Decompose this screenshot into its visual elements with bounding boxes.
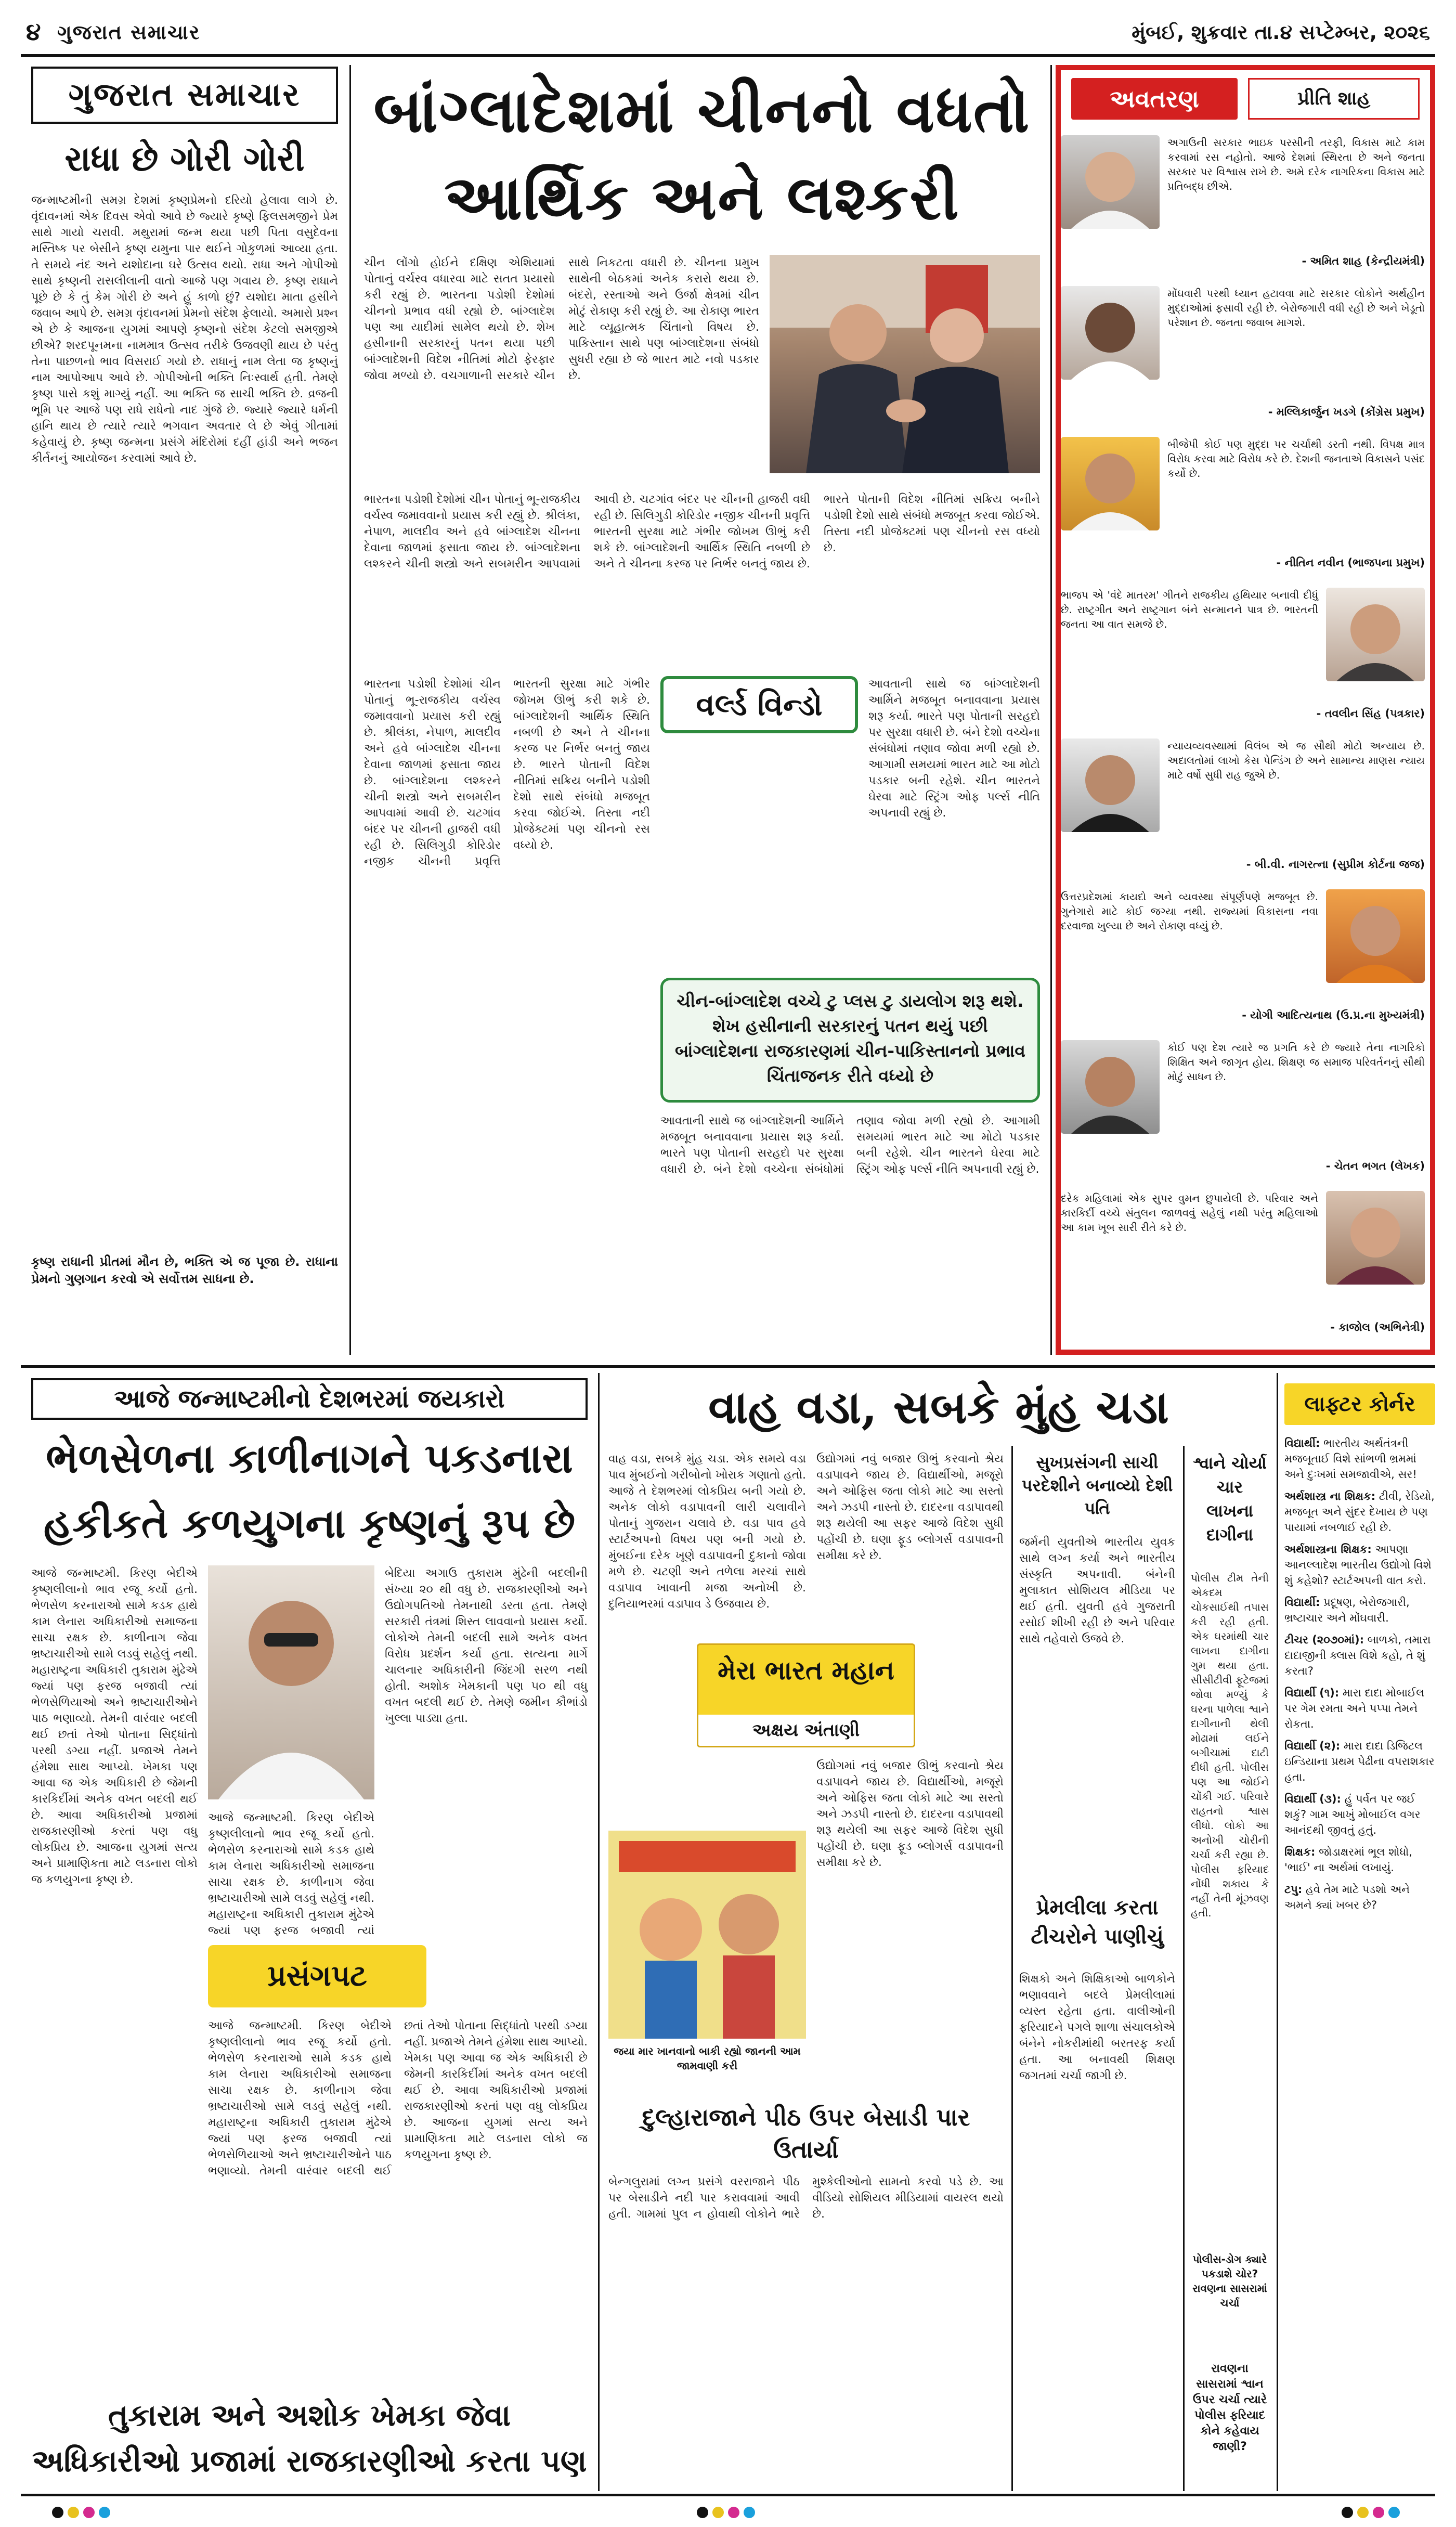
quote-5: ન્યાયવ્યવસ્થામાં વિલંબ એ જ સૌથી મોટો અન્યાય છે. અદાલતોમાં લાખો કેસ પેન્ડિંગ છે અને સામાન્ય માણસ ન્યાય માટે વર્ષો સુધી રાહ જુએ છે. - બી.વી. નાગરત્ના (સુપ્રીમ કોર્ટના જજ) [1061,738,1425,879]
section4-footer: રાવણના સાસરામાં શ્વાન ઉપર ચર્ચા ત્યારે પોલીસ ફરિયાદ કોને કહેવાય જાણી? [1192,2362,1267,2453]
reg-dot [728,2507,739,2518]
avataran-author: પ્રીતિ શાહ [1248,78,1420,120]
reg-dot [744,2507,755,2518]
quote-3: બીજેપી કોઈ પણ મુદ્દા પર ચર્ચાથી ડરતી નથી. વિપક્ષ માત્ર વિરોધ કરવા માટે વિરોધ કરે છે. દેશની જનતાએ વિકાસને પસંદ કર્યો છે. - નીતિન નવીન (ભાજપના પ્રમુખ) [1061,437,1425,577]
col1-title: રાધા છે ગોરી ગોરી [64,138,305,179]
reg-dot [697,2507,708,2518]
laughter-jokes [1284,1435,1435,2486]
reg-dot [1373,2507,1384,2518]
reg-dot [1342,2507,1353,2518]
reg-dot [1388,2507,1400,2518]
lead-headline: બાંગ્લાદેશમાં ચીનનો વધતો આર્થિક અને લશ્કરી [373,74,1031,234]
reg-dot [52,2507,63,2518]
lead-body-c1: ભારતના પડોશી દેશોમાં ચીન પોતાનું ભૂ-રાજકીય વર્ચસ્વ જમાવવાનો પ્રયાસ કરી રહ્યું છે. શ્રીલંકા, નેપાળ, માલદીવ અને હવે બાંગ્લાદેશ ચીનના દેવાના જાળમાં ફસાતા જાય છે. બાંગ્લાદેશના લશ્કરને ચીની શસ્ત્રો અને સબમરીન આપવામાં આવી છે. ચટગાંવ બંદર પર ચીનની હાજરી વધી રહી છે. સિલિગુડી કોરિડોર નજીક ચીનની પ્રવૃત્તિ ભારતની સુરક્ષા માટે ગંભીર જોખમ ઊભું કરી શકે છે. બાંગ્લાદેશની આર્થિક સ્થિતિ નબળી છે અને તે ચીનના કરજ પર નિર્ભર બનતું જાય છે. ભારતે પોતાની વિદેશ નીતિમાં સક્રિય બનીને પડોશી દેશો સાથે સંબંધો મજબૂત કરવા જોઈએ. તિસ્તા નદી પ્રોજેક્ટમાં પણ ચીનનો રસ વધ્યો છે. [364,678,650,868]
bottom-rule [21,2494,1435,2496]
joke: વિદ્યાર્થી (૨): મારા દાદા ડિજિટલ ઇન્ડિયાના પ્રથમ પેઢીના વપરાશકાર હતા. [1284,1740,1435,1783]
avatar [1061,1040,1160,1134]
date-line: મુંબઈ, શુક્રવાર તા.૪ સપ્ટેમ્બર, ૨૦૨૬ [1132,21,1430,44]
lead-body-a: ચીન લોંગો હોઈને દક્ષિણ એશિયામાં પોતાનું વર્ચસ્વ વધારવા માટે સતત પ્રયાસો કરી રહ્યું છે. ભારતના પડોશી દેશોમાં ચીનનો પ્રભાવ વધી રહ્યો છે. બાંગ્લાદેશ પણ આ યાદીમાં સામેલ થયો છે. શેખ હસીનાની સરકારનું પતન થયા પછી બાંગ્લાદેશની વિદેશ નીતિમાં મોટો ફેરફાર જોવા મળ્યો છે. વચગાળાની સરકારે ચીન સાથે નિકટતા વધારી છે. ચીનના પ્રમુખ સાથેની બેઠકમાં અનેક કરારો થયા છે. બંદરો, રસ્તાઓ અને ઉર્જા ક્ષેત્રમાં ચીન મોટું રોકાણ કરી રહ્યું છે. આ રોકાણ ભારત માટે વ્યૂહાત્મક ચિંતાનો વિષય છે. પાકિસ્તાન સાથે પણ બાંગ્લાદેશના સંબંધો સુધરી રહ્યા છે જે ભારત માટે નવો પડકાર છે. [364,256,759,382]
section2-body-3: આજે જન્માષ્ટમી. કિરણ બેદીએ કૃષ્ણલીલાનો ભાવ રજૂ કર્યો હતો. ભેળસેળ કરનારાઓ સામે કડક હાથે કામ લેનારા અધિકારીઓ સમાજના સાચા રક્ષક છે. કાળીનાગ જેવા ભ્રષ્ટાચારીઓ સામે લડવું સહેલું નથી. મહારાષ્ટ્રના અધિકારી તુકારામ મુંઢેએ જ્યાં પણ ફરજ બજાવી ત્યાં [208,1811,374,1937]
section2-footer: તુકારામ અને અશોક ખેમકા જેવા અધિકારીઓ પ્રજામાં રાજકારણીઓ કરતા પણ [32,2398,587,2479]
leaders-handshake-photo [770,255,1040,473]
masthead-rule [21,54,1435,57]
avatar [1326,889,1425,983]
section2-body: આજે જન્માષ્ટમી. કિરણ બેદીએ કૃષ્ણલીલાનો ભાવ રજૂ કર્યો હતો. ભેળસેળ કરનારાઓ સામે કડક હાથે કામ લેનારા અધિકારીઓ સમાજના સાચા રક્ષક છે. કાળીનાગ જેવા ભ્રષ્ટાચારીઓ સામે લડવું સહેલું નથી. મહારાષ્ટ્રના અધિકારી તુકારામ મુંઢેએ જ્યાં પણ ફરજ બજાવી ત્યાં ભેળસેળિયાઓ અને ભ્રષ્ટાચારીઓને પાઠ ભણાવ્યો. તેમની વારંવાર બદલી થઈ છતાં તેઓ પોતાના સિદ્ધાંતો પરથી ડગ્યા નહીં. પ્રજાએ તેમને હંમેશા સાથ આપ્યો. ખેમકા પણ આવા જ એક અધિકારી છે જેમની કારકિર્દીમાં અનેક વખત બદલી થઈ છે. આવા અધિકારીઓ પ્રજામાં રાજકારણીઓ કરતાં પણ વધુ લોકપ્રિય છે. આજના યુગમાં સત્ય અને પ્રામાણિકતા માટે લડનારા લોકો જ કળયુગના કૃષ્ણ છે. [31,1567,198,1886]
joke: વિદ્યાર્થી: પ્રદૂષણ, બેરોજગારી, ભ્રષ્ટાચાર અને મોંઘવારી. [1284,1596,1410,1624]
avatar [1326,1191,1425,1285]
col1-body: જન્માષ્ટમીની સમગ્ર દેશમાં કૃષ્ણપ્રેમનો દરિયો હેલાવા લાગે છે. વૃંદાવનમાં એક દિવસ એવો આવે છે જ્યારે કૃષ્ણે ફિલસમજીને પ્રેમ સાથે ગાયો ચરાવી. મથુરામાં જન્મ થયા પછી પિતા વસુદેવના મસ્તિષ્ક પર બેસીને કૃષ્ણ યમુના પાર થઈને ગોકુળમાં આવ્યા હતા. તે સમયે નંદ અને યશોદાના ઘરે ઉત્સવ થયો. રાધા અને ગોપીઓ સાથે કૃષ્ણની રાસલીલાની વાતો આજે પણ ગવાય છે. કૃષ્ણ રાધાને પૂછે છે કે તું કેમ ગોરી છે અને હું કાળો છું? યશોદા માતા હસીને જવાબ આપે છે. સમગ્ર વૃંદાવનમાં પ્રેમનો સંદેશ ફેલાયો. અમારો પ્રશ્ન એ છે કે આજના યુગમાં આપણે કૃષ્ણનો સંદેશ કેટલો સમજીએ છીએ? શરદપૂનમના નામમાત્ર ઉત્સવ તરીકે ઉજવણી થાય છે પરંતુ તેના પાછળનો ભાવ વિસરાઈ ગયો છે. રાધાનું નામ લેતા જ કૃષ્ણનું નામ આપોઆપ આવે છે. ગોપીઓની ભક્તિ નિઃસ્વાર્થ હતી. તેમણે કૃષ્ણ પાસે કશું માગ્યું નહીં. આ ભક્તિ જ સાચી ભક્તિ છે. વ્રજની ભૂમિ પર આજે પણ રાધે રાધેનો નાદ ગુંજે છે. જ્યારે જ્યારે ધર્મની હાનિ થાય છે ત્યારે ત્યારે ભગવાન અવતાર લે છે એવું ગીતામાં કહેવાયું છે. કૃષ્ણ જન્મના પ્રસંગે મંદિરોમાં દહીં હાંડી અને ભજન કીર્તનનું આયોજન કરવામાં આવે છે. [31,194,338,465]
prasangpat-tag: પ્રસંગપટ [208,1945,426,2007]
section3-body: વાહ વડા, સબકે મુંહ ચડા. એક સમયે વડા પાવ મુંબઈનો ગરીબોનો ખોરાક ગણાતો હતો. આજે તે દેશભરમાં લોકપ્રિય બની ગયો છે. અનેક લોકો વડાપાવની લારી ચલાવીને પોતાનું ગુજરાન ચલાવે છે. વડા પાવ હવે સ્ટાર્ટઅપનો વિષય પણ બની ગયો છે. મુંબઈના દરેક ખૂણે વડાપાવની દુકાનો જોવા મળે છે. ચટણી અને તળેલા મરચાં સાથે વડાપાવ ખાવાની મજા અનોખી છે. દુનિયાભરમાં વડાપાવ ડે ઉજવાય છે. [608,1453,806,1611]
avatar [1061,437,1160,530]
col1-quote: કૃષ્ણ રાધાની પ્રીતમાં મૌન છે, ભક્તિ એ જ પૂજા છે. રાધાના પ્રેમનો ગુણગાન કરવો એ સર્વોત્તમ સાધના છે. [31,1254,338,1286]
quote-2: મોંઘવારી પરથી ધ્યાન હટાવવા માટે સરકાર લોકોને અર્થહીન મુદ્દાઓમાં ફસાવી રહી છે. બેરોજગારી વધી રહી છે અને ખેડૂતો પરેશાન છે. જનતા જવાબ માગશે. - મલ્લિકાર્જુન ખડગે (કોંગ્રેસ પ્રમુખ) [1061,286,1425,426]
page-number: ૪ [26,18,41,46]
section2-headline-2: હકીકતે કળયુગના કૃષ્ણનું રૂપ છે [43,1500,576,1547]
joke: અર્થશાસ્ત્રના શિક્ષક: આપણા આનલ્લાદેશ ભારતીય ઉદ્યોગો વિશે શું કહેશો? સ્ટાર્ટઅપની વાત કરો. [1284,1543,1432,1587]
section3-sub1-body: બેન્ગલુરામાં લગ્ન પ્રસંગે વરરાજાને પીઠ પર બેસાડીને નદી પાર કરાવવામાં આવી હતી. ગામમાં પુલ ન હોવાથી લોકોને ભારે મુશ્કેલીઓનો સામનો કરવો પડે છે. આ વીડિયો સોશિયલ મીડિયામાં વાયરલ થયો છે. [608,2175,1004,2221]
avatar [1326,588,1425,681]
reg-dot [99,2507,110,2518]
section4-sub: શ્વાને ચોર્યા ચાર લાખના દાગીના [1193,1453,1267,1545]
mid-rule [21,1365,1435,1368]
section3-body-c: ઉદ્યોગમાં નવું બજાર ઊભું કરવાનો શ્રેય વડાપાવને જાય છે. વિદ્યાર્થીઓ, મજૂરો અને ઓફિસ જતા લોકો માટે આ સસ્તો અને ઝડપી નાસ્તો છે. દાદરના વડાપાવથી શરૂ થયેલી આ સફર આજે વિદેશ સુધી પહોંચી છે. ઘણા ફૂડ બ્લોગર્સ વડાપાવની સમીક્ષા કરે છે. [816,1759,1004,1869]
joke: ટીચર (૨૦૭૦માં): બાળકો, તમારા દાદાજીની ક્લાસ વિશે કહો, તે શું કરતા? [1284,1634,1431,1677]
masthead [21,15,1435,52]
quote-8: દરેક મહિલામાં એક સુપર વુમન છુપાયેલી છે. પરિવાર અને કારકિર્દી વચ્ચે સંતુલન જાળવવું સહેલું નથી પરંતુ મહિલાઓ આ કામ ખૂબ સારી રીતે કરે છે. - કાજોલ (અભિનેત્રી) [1061,1192,1425,1333]
joke: શિક્ષક: જોડાક્ષરમાં ભૂલ શોધો, 'ભાઈ' ના અર્થમાં લખાયું. [1284,1846,1412,1874]
joke: ટપુ: હવે તેમ માટે પડશો અને અમને ક્યાં ખબર છે? [1284,1883,1410,1911]
section4-note: પોલીસ-ડોગ ક્યારે પકડાશે ચોર? રાવણના સાસરામાં ચર્ચા [1192,2253,1267,2309]
section3-sub3: પ્રેમલીલા કરતા ટીચરોને પાણીચું [1031,1896,1164,1949]
joke: વિદ્યાર્થી (૧): મારા દાદા મોબાઈલ પર ગેમ રમતા અને પપ્પા તેમને રોકતા. [1284,1687,1425,1730]
laughter-divider [1277,1373,1278,2491]
world-window-box [660,676,858,733]
lead-body-b: ભારતના પડોશી દેશોમાં ચીન પોતાનું ભૂ-રાજકીય વર્ચસ્વ જમાવવાનો પ્રયાસ કરી રહ્યું છે. શ્રીલંકા, નેપાળ, માલદીવ અને હવે બાંગ્લાદેશ ચીનના દેવાના જાળમાં ફસાતા જાય છે. બાંગ્લાદેશના લશ્કરને ચીની શસ્ત્રો અને સબમરીન આપવામાં આવી છે. ચટગાંવ બંદર પર ચીનની હાજરી વધી રહી છે. સિલિગુડી કોરિડોર નજીક ચીનની પ્રવૃત્તિ ભારતની સુરક્ષા માટે ગંભીર જોખમ ઊભું કરી શકે છે. બાંગ્લાદેશની આર્થિક સ્થિતિ નબળી છે અને તે ચીનના કરજ પર નિર્ભર બનતું જાય છે. ભારતે પોતાની વિદેશ નીતિમાં સક્રિય બનીને પડોશી દેશો સાથે સંબંધો મજબૂત કરવા જોઈએ. તિસ્તા નદી પ્રોજેક્ટમાં પણ ચીનનો રસ વધ્યો છે. [364,493,1040,571]
section2-divider [598,1373,600,2491]
section2-banner: આજે જન્માષ્ટમીનો દેશભરમાં જયકારો [31,1378,588,1420]
officer-photo [208,1565,374,1799]
joke: અર્થશાસ્ત્ર ના શિક્ષક: ટીવી, રેડિયો, મજબૂત અને સુંદર દેખાય છે પણ પાયામાં નબળાઈ રહી છે. [1284,1490,1435,1534]
section3-sub1: દુલ્હારાજાને પીઠ ઉપર બેસાડી પાર ઉતાર્યા [642,2103,970,2163]
section3-headline: વાહ વડા, સબકે મુંહ ચડા [708,1380,1169,1434]
reg-dot [68,2507,79,2518]
section4-body: પોલીસ ટીમ તેની એકદમ ચોકસાઈથી તપાસ કરી રહી હતી. એક ઘરમાંથી ચાર લાખના દાગીના ગુમ થયા હતા. સીસીટીવી ફૂટેજમાં જોવા મળ્યું કે ઘરના પાળેલા શ્વાને દાગીનાની થેલી મોઢામાં લઈને બગીચામાં દાટી દીધી હતી. પોલીસ પણ આ જોઈને ચોંકી ગઈ. પરિવારે રાહતનો શ્વાસ લીધો. લોકો આ અનોખી ચોરીની ચર્ચા કરી રહ્યા છે. પોલીસ ફરિયાદ નોંધી શકાય કે નહીં તેની મૂંઝવણ હતી. [1191,1572,1269,1919]
mera-bharat-tag: મેરા ભારત મહાન અક્ષય અંતાણી [697,1643,915,1747]
quote-1: અગાઉની સરકાર ભાઇક પરસીની તરફી, વિકાસ માટે કામ કરવામાં રસ નહોતો. આજે દેશમાં સ્થિરતા છે અને જનતા સરકાર પર વિશ્વાસ રાખે છે. અમે દરેક નાગરિકના વિકાસ માટે પ્રતિબદ્ધ છીએ. - અમિત શાહ (કેન્દ્રીયમંત્રી) [1061,135,1425,276]
quote-6: ઉત્તરપ્રદેશમાં કાયદો અને વ્યવસ્થા સંપૂર્ણપણે મજબૂત છે. ગુનેગારો માટે કોઈ જગ્યા નથી. રાજ્યમાં વિકાસના નવા દરવાજા ખુલ્યા છે અને રોકાણ વધ્યું છે. - યોગી આદિત્યનાથ (ઉ.પ્ર.ના મુખ્યમંત્રી) [1061,890,1425,1021]
section3-sub2-body: જર્મની યુવતીએ ભારતીય યુવક સાથે લગ્ન કર્યા અને ભારતીય સંસ્કૃતિ અપનાવી. બંનેની મુલાકાત સોશિયલ મીડિયા પર થઈ હતી. યુવતી હવે ગુજરાતી રસોઈ શીખી રહી છે અને પરિવાર સાથે તહેવારો ઉજવે છે. [1019,1536,1175,1645]
lead-callout: ચીન-બાંગ્લાદેશ વચ્ચે ટુ પ્લસ ટુ ડાયલોગ શરૂ થશે. શેખ હસીનાની સરકારનું પતન થયું પછી બાંગ્લાદેશના રાજકારણમાં ચીન-પાકિસ્તાનનો પ્રભાવ ચિંતાજનક રીતે વધ્યો છે [660,978,1040,1103]
reg-dot [1357,2507,1369,2518]
world-window-label: વર્લ્ડ વિન્ડો [696,687,823,722]
reg-dot [83,2507,95,2518]
col1-divider [349,65,351,1355]
col1-logo: ગુજરાત સમાચાર [31,67,338,124]
laughter-title: લાફ્ટર કોર્નર [1284,1383,1435,1425]
section2-headline-1: ભેળસેળના કાળીનાગને પકડનારા [46,1435,573,1482]
cartoon-image [608,1831,806,2039]
section2-body-4: આજે જન્માષ્ટમી. કિરણ બેદીએ કૃષ્ણલીલાનો ભાવ રજૂ કર્યો હતો. ભેળસેળ કરનારાઓ સામે કડક હાથે કામ લેનારા અધિકારીઓ સમાજના સાચા રક્ષક છે. કાળીનાગ જેવા ભ્રષ્ટાચારીઓ સામે લડવું સહેલું નથી. મહારાષ્ટ્રના અધિકારી તુકારામ મુંઢેએ જ્યાં પણ ફરજ બજાવી ત્યાં ભેળસેળિયાઓ અને ભ્રષ્ટાચારીઓને પાઠ ભણાવ્યો. તેમની વારંવાર બદલી થઈ છતાં તેઓ પોતાના સિદ્ધાંતો પરથી ડગ્યા નહીં. પ્રજાએ તેમને હંમેશા સાથ આપ્યો. ખેમકા પણ આવા જ એક અધિકારી છે જેમની કારકિર્દીમાં અનેક વખત બદલી થઈ છે. આવા અધિકારીઓ પ્રજામાં રાજકારણીઓ કરતાં પણ વધુ લોકપ્રિય છે. આજના યુગમાં સત્ય અને પ્રામાણિકતા માટે લડનારા લોકો જ કળયુગના કૃષ્ણ છે. [208,2019,588,2178]
section3-divider-b [1183,1446,1185,2491]
quote-4: ભાજપ એ 'વંદે માતરમ' ગીતને રાજકીય હથિયાર બનાવી દીધું છે. રાષ્ટ્રગીત અને રાષ્ટ્રગાન બંને સન્માનને પાત્ર છે. ભારતની જનતા આ વાત સમજે છે. - તવલીન સિંહ (પત્રકાર) [1061,589,1425,720]
lead-body-d: આવતાની સાથે જ બાંગ્લાદેશની આર્મિને મજબૂત બનાવવાના પ્રયાસ શરૂ કર્યા. ભારતે પણ પોતાની સરહદો પર સુરક્ષા વધારી છે. બંને દેશો વચ્ચેના સંબંધોમાં તણાવ જોવા મળી રહ્યો છે. આગામી સમયમાં ભારત માટે આ મોટો પડકાર બની રહેશે. ચીન ભારતને ઘેરવા માટે સ્ટ્રિંગ ઓફ પર્લ્સ નીતિ અપનાવી રહ્યું છે. [660,1115,1040,1176]
section3-sub2: સુખપ્રસંગની સાચી પરદેશીને બનાવ્યો દેશી પતિ [1021,1453,1173,1518]
section3-sub3-body: શિક્ષકો અને શિક્ષિકાઓ બાળકોને ભણાવવાને બદલે પ્રેમલીલામાં વ્યસ્ત રહેતા હતા. વાલીઓની ફરિયાદને પગલે શાળા સંચાલકોએ બંનેને નોકરીમાંથી બરતરફ કર્યા હતા. આ બનાવથી શિક્ષણ જગતમાં ચર્ચા જાગી છે. [1019,1973,1175,2082]
cartoon-caption: જયા માર ખાનવાનો બાકી રહ્યો જાનની આમ જામવાણી કરી [614,2045,801,2072]
lead-divider [1050,65,1052,1355]
avataran-label: અવતરણ [1071,78,1238,120]
avatar [1061,286,1160,380]
reg-dot [712,2507,724,2518]
lead-body-c2: આવતાની સાથે જ બાંગ્લાદેશની આર્મિને મજબૂત બનાવવાના પ્રયાસ શરૂ કર્યા. ભારતે પણ પોતાની સરહદો પર સુરક્ષા વધારી છે. બંને દેશો વચ્ચેના સંબંધોમાં તણાવ જોવા મળી રહ્યો છે. આગામી સમયમાં ભારત માટે આ મોટો પડકાર બની રહેશે. ચીન ભારતને ઘેરવા માટે સ્ટ્રિંગ ઓફ પર્લ્સ નીતિ અપનાવી રહ્યું છે. [868,678,1040,820]
section2-body-2: બેદિયા અગાઉ તુકારામ મુંઢેની બદલીની સંખ્યા ૨૦ થી વધુ છે. રાજકારણીઓ અને ઉદ્યોગપતિઓ તેમનાથી ડરતા હતા. તેમણે સરકારી તંત્રમાં શિસ્ત લાવવાનો પ્રયાસ કર્યો. લોકોએ તેમની બદલી સામે અનેક વખત વિરોધ પ્રદર્શન કર્યા હતા. સત્યના માર્ગે ચાલનાર અધિકારીની જિંદગી સરળ નથી હોતી. અશોક ખેમકાની પણ ૫૦ થી વધુ વખત બદલી થઈ છે. તેમણે જમીન કૌભાંડો ખુલ્લા પાડ્યા હતા. [385,1567,588,1725]
joke: વિદ્યાર્થી: ભારતીય અર્થતંત્રની મજબૂતાઈ વિશે સાંભળી ભ્રમમાં અને દુઃખમાં સમજાવીએ, સર! [1284,1437,1417,1481]
section3-divider-a [1011,1446,1013,2491]
section3-body-b: ઉદ્યોગમાં નવું બજાર ઊભું કરવાનો શ્રેય વડાપાવને જાય છે. વિદ્યાર્થીઓ, મજૂરો અને ઓફિસ જતા લોકો માટે આ સસ્તો અને ઝડપી નાસ્તો છે. દાદરના વડાપાવથી શરૂ થયેલી આ સફર આજે વિદેશ સુધી પહોંચી છે. ઘણા ફૂડ બ્લોગર્સ વડાપાવની સમીક્ષા કરે છે. [816,1453,1004,1562]
quote-7: કોઈ પણ દેશ ત્યારે જ પ્રગતિ કરે છે જ્યારે તેના નાગરિકો શિક્ષિત અને જાગૃત હોય. શિક્ષણ જ સમાજ પરિવર્તનનું સૌથી મોટું સાધન છે. - ચેતન ભગત (લેખક) [1061,1040,1425,1181]
avatar [1061,738,1160,832]
avatar [1061,135,1160,229]
joke: વિદ્યાર્થી (૩): હું પર્વત પર જઈ શકું? ગામ આખું મોબાઈલ વગર આનંદથી જીવતું હતું. [1284,1793,1421,1836]
masthead-paper: ગુજરાત સમાચાર [57,21,201,44]
